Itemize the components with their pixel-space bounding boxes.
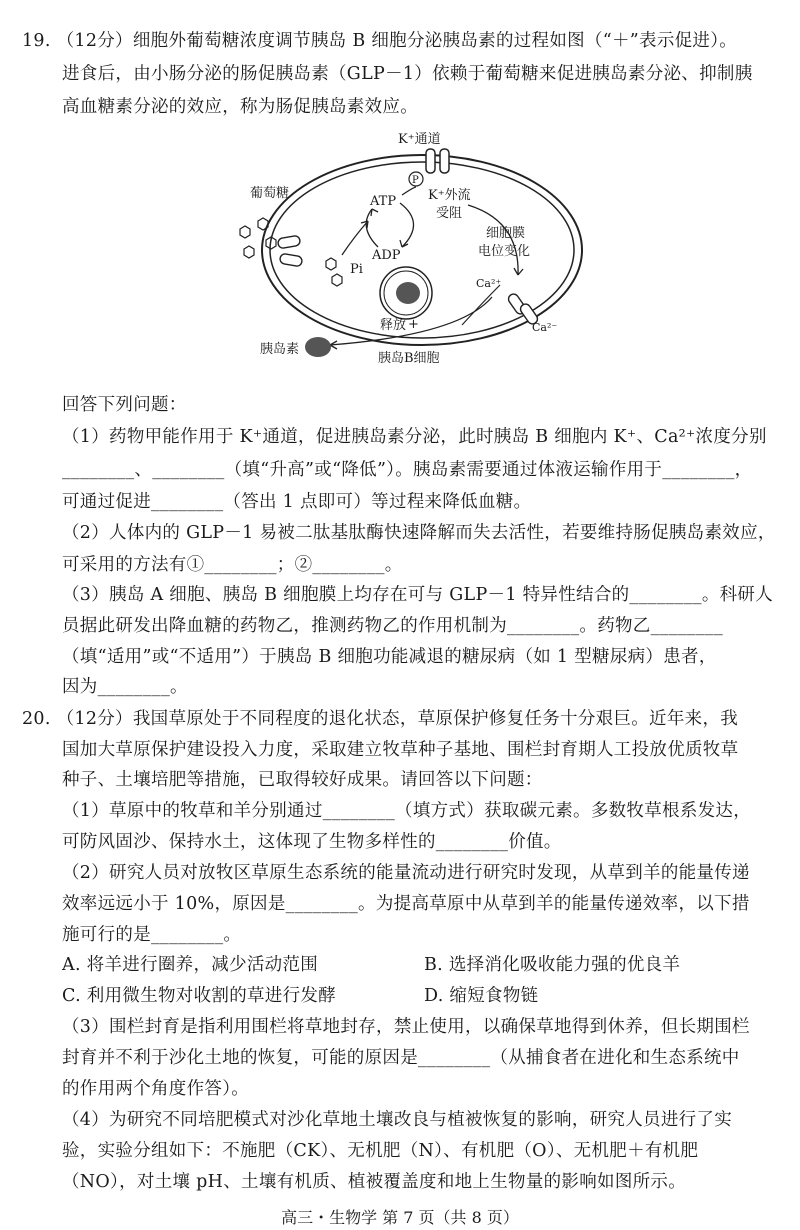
glucose-hexagon-icon	[240, 218, 342, 286]
q20-sub2-line-3: 施可行的是________。	[62, 925, 242, 945]
q19-sub3-line-2: 员据此研发出降血糖的药物乙，推测药物乙的作用机制为________。药物乙________	[62, 616, 723, 636]
q20-sub3-line-3: 的作用两个角度作答）。	[62, 1079, 250, 1099]
k-channel-label: K⁺通道	[398, 132, 441, 147]
plus-label: +	[408, 317, 419, 332]
insulin-label: 胰岛素	[260, 342, 300, 357]
glucose-label: 葡萄糖	[250, 186, 290, 201]
atp-adp-cycle-arrow	[400, 203, 414, 247]
q19-sub1-line-2: ________、________（填“升高”或“降低”）。胰岛素需要通过体液运输作用于________，	[62, 460, 753, 480]
nucleolus	[396, 282, 420, 304]
q19-line-1: 19. （12分）细胞外葡萄糖浓度调节胰岛 B 细胞分泌胰岛素的过程如图（“＋”表示促进）。	[22, 31, 738, 51]
q20-line-1: 20. （12分）我国草原处于不同程度的退化状态，草原保护修复任务十分艰巨。近年来，我	[22, 709, 739, 729]
adp-atp-arrow	[366, 209, 378, 247]
option-c: C. 利用微生物对收割的草进行发酵	[62, 986, 336, 1006]
q19-sub3-line-1: （3）胰岛 A 细胞、胰岛 B 细胞膜上均存在可与 GLP－1 特异性结合的________。科研人	[62, 585, 774, 605]
q20-sub1-line-2: 可防风固沙、保持水土，这体现了生物多样性的________价值。	[62, 832, 562, 852]
ca-inside-label: Ca²⁺	[476, 277, 502, 290]
release-label: 释放	[380, 318, 407, 333]
ca-outside-label: Ca²⁻	[532, 321, 558, 334]
q19-prompt: 回答下列问题：	[62, 395, 187, 415]
q20-sub2-line-1: （2）研究人员对放牧区草原生态系统的能量流动进行研究时发现，从草到羊的能量传递	[62, 863, 750, 883]
q20-line-3: 种子、土壤培肥等措施，已取得较好成果。请回答以下问题：	[62, 770, 543, 790]
glucose-to-atp-arrow	[342, 221, 368, 255]
q19-line-3: 高血糖素分泌的效应，称为肠促胰岛素效应。	[62, 97, 418, 117]
k-channel-icon	[426, 149, 449, 173]
q20-line-2: 国加大草原保护建设投入力度，采取建立牧草种子基地、围栏封育期人工投放优质牧草	[62, 740, 739, 760]
q19-sub3-line-3: （填“适用”或“不适用”）于胰岛 B 细胞功能减退的糖尿病（如 1 型糖尿病）患者，	[62, 647, 717, 667]
islet-b-cell-diagram	[230, 125, 590, 370]
q19-sub2-line-1: （2）人体内的 GLP－1 易被二肽基肽酶快速降解而失去活性，若要维持肠促胰岛素效应，	[62, 523, 776, 543]
q20-sub3-line-1: （3）围栏封育是指利用围栏将草地封存，禁止使用，以确保草地得到休养，但长期围栏	[62, 1017, 750, 1037]
insulin-icon	[305, 337, 331, 357]
adp-label: ADP	[372, 248, 401, 263]
option-b: B. 选择消化吸收能力强的优良羊	[424, 955, 681, 975]
q20-sub1-line-1: （1）草原中的牧草和羊分别通过________（填方式）获取碳元素。多数牧草根系发达，	[62, 801, 752, 821]
q19-sub3-line-4: 因为________。	[62, 677, 188, 697]
q20-sub3-line-2: 封育并不利于沙化土地的恢复，可能的原因是________（从捕食者在进化和生态系统中	[62, 1048, 740, 1068]
k-outflow-label: K⁺外流	[428, 188, 471, 203]
p-symbol: P	[412, 175, 419, 186]
q19-sub1-line-3: 可通过促进________（答出 1 点即可）等过程来降低血糖。	[62, 492, 532, 512]
q19-sub1-line-1: （1）药物甲能作用于 K⁺通道，促进胰岛素分泌，此时胰岛 B 细胞内 K⁺、Ca²⁺浓度分别	[62, 427, 767, 447]
glucose-transporter-icon	[277, 235, 302, 267]
cell-name-label: 胰岛B细胞	[378, 351, 440, 366]
membrane-label-1: 细胞膜	[486, 226, 526, 241]
pi-label: Pi	[350, 262, 363, 277]
q20-sub2-line-2: 效率远远小于 10%，原因是________。为提高草原中从草到羊的能量传递效率，以下措	[62, 894, 750, 914]
q19-sub2-line-2: 可采用的方法有①________；②________。	[62, 555, 403, 575]
atp-to-k-channel-arrow	[402, 187, 416, 195]
blocked-label: 受阻	[436, 206, 463, 221]
option-a: A. 将羊进行圈养，减少活动范围	[62, 955, 319, 975]
q20-sub4-line-1: （4）为研究不同培肥模式对沙化草地土壤改良与植被恢复的影响，研究人员进行了实	[62, 1110, 733, 1130]
q19-line-2: 进食后，由小肠分泌的肠促胰岛素（GLP－1）依赖于葡萄糖来促进胰岛素分泌、抑制胰	[62, 64, 753, 84]
option-d: D. 缩短食物链	[424, 986, 539, 1006]
membrane-label-2: 电位变化	[478, 244, 531, 259]
page-footer: 高三・生物学 第 7 页（共 8 页）	[281, 1208, 519, 1227]
q20-sub4-line-3: （NO），对土壤 pH、土壤有机质、植被覆盖度和地上生物量的影响如图所示。	[62, 1172, 687, 1192]
q20-sub4-line-2: 验，实验分组如下：不施肥（CK）、无机肥（N）、有机肥（O）、无机肥＋有机肥	[62, 1141, 699, 1161]
ca-to-release-arrow	[462, 285, 500, 325]
atp-label: ATP	[370, 194, 397, 209]
